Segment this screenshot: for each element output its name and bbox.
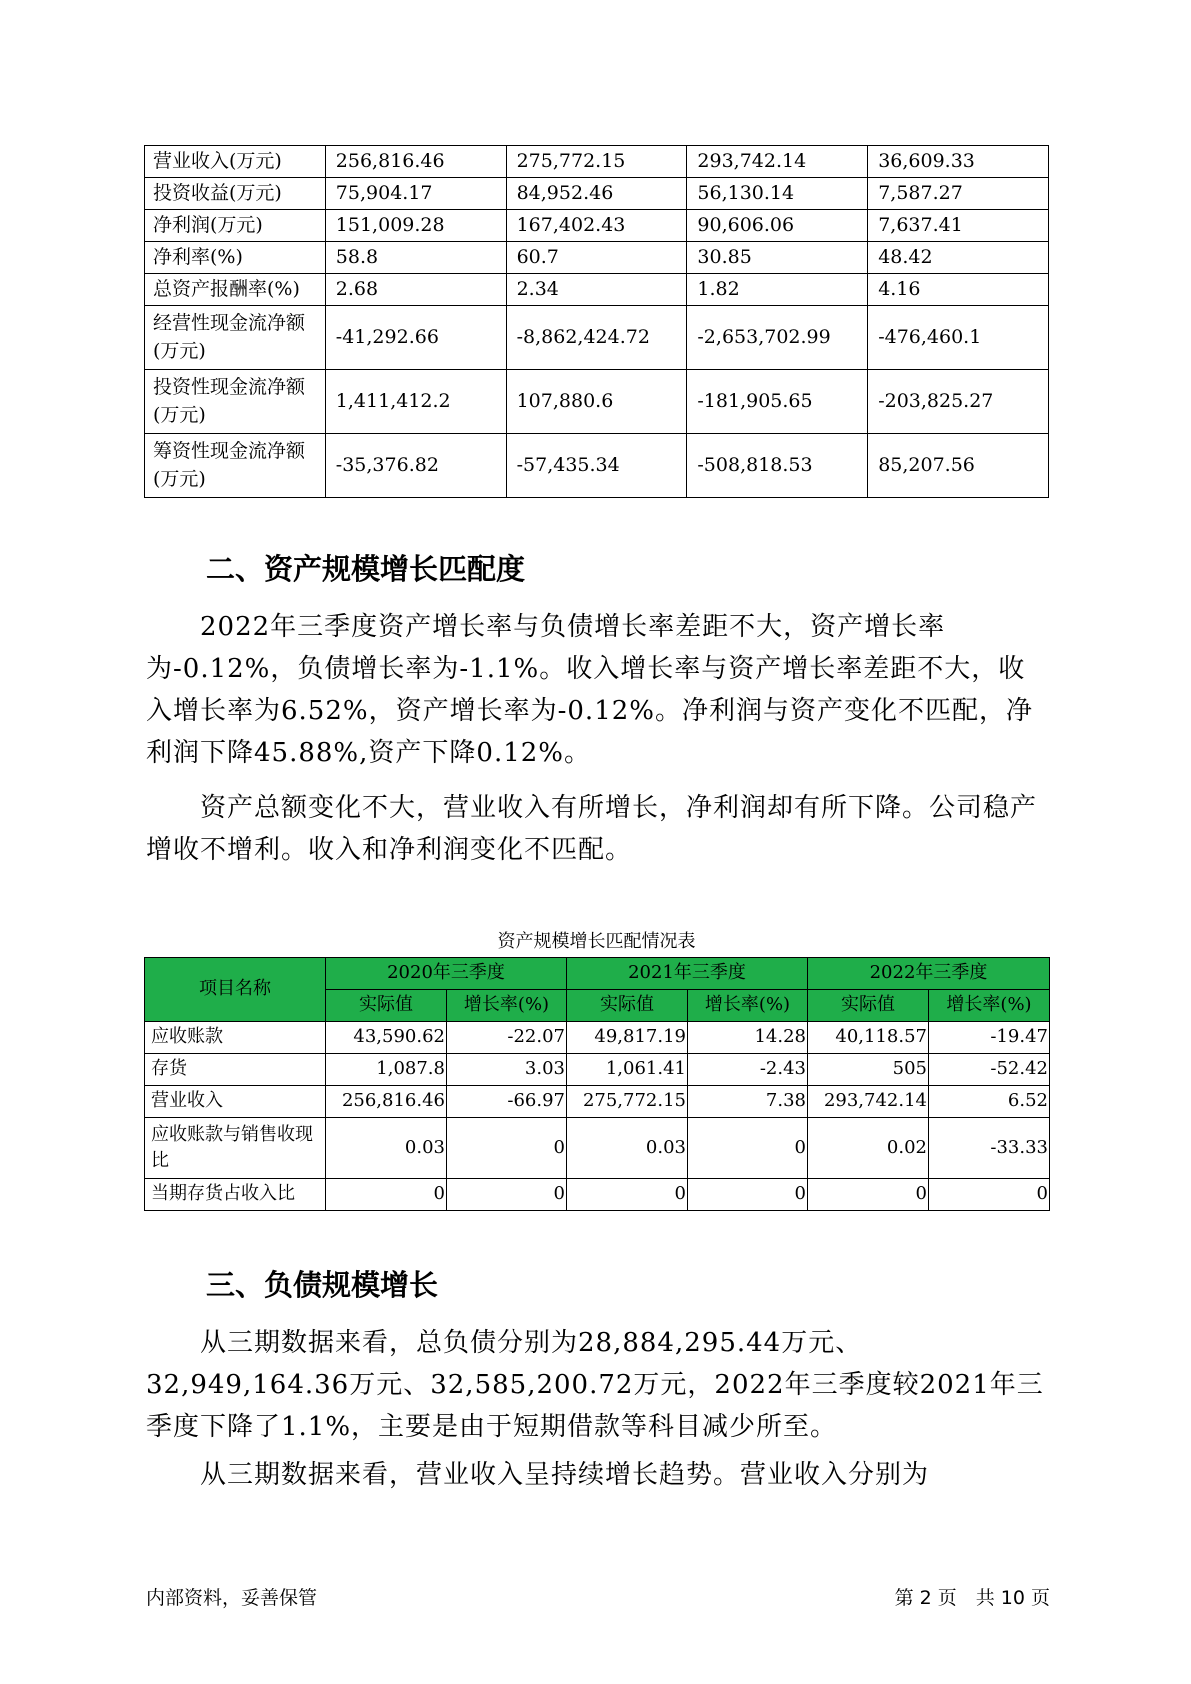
cell: 0.03	[567, 1118, 688, 1179]
table-row	[145, 210, 1049, 242]
cell: 0	[447, 1179, 567, 1211]
cell: 14.28	[688, 1022, 808, 1054]
subheader-growth: 增长率(%)	[929, 990, 1050, 1022]
table-row	[145, 146, 1049, 178]
subheader-growth: 增长率(%)	[447, 990, 567, 1022]
cell: 1,061.41	[567, 1054, 688, 1086]
row-label: 投资性现金流净额(万元)	[145, 370, 326, 434]
cell: -508,818.53	[687, 434, 868, 498]
footer-page-number: 第 2 页 共 10 页	[894, 1587, 1050, 1609]
footer-confidential: 内部资料，妥善保管	[146, 1587, 318, 1609]
cell: 275,772.15	[567, 1086, 688, 1118]
cell: 167,402.43	[506, 210, 687, 242]
row-label: 应收账款	[145, 1022, 326, 1054]
row-label: 筹资性现金流净额(万元)	[145, 434, 326, 498]
cell: 36,609.33	[868, 146, 1049, 178]
cell: 84,952.46	[506, 178, 687, 210]
subheader-actual: 实际值	[567, 990, 688, 1022]
cell: 6.52	[929, 1086, 1050, 1118]
cell: 0	[808, 1179, 929, 1211]
column-header-period: 2021年三季度	[567, 958, 808, 990]
cell: 0	[688, 1179, 808, 1211]
cell: -8,862,424.72	[506, 306, 687, 370]
cell: -66.97	[447, 1086, 567, 1118]
cell: -41,292.66	[325, 306, 506, 370]
cell: 75,904.17	[325, 178, 506, 210]
table-row	[145, 1179, 1050, 1211]
cell: 85,207.56	[868, 434, 1049, 498]
cell: 56,130.14	[687, 178, 868, 210]
cell: -476,460.1	[868, 306, 1049, 370]
cell: -203,825.27	[868, 370, 1049, 434]
row-label: 经营性现金流净额(万元)	[145, 306, 326, 370]
cell: 7.38	[688, 1086, 808, 1118]
cell: -2,653,702.99	[687, 306, 868, 370]
table-row	[145, 1118, 1050, 1179]
table-row	[145, 242, 1049, 274]
table-row	[145, 274, 1049, 306]
paragraph: 从三期数据来看，总负债分别为28,884,295.44万元、32,949,164.36万元、32,585,200.72万元，2022年三季度较2021年三季度下降了1.1%，主要是由于短期借款等科目减少所至。	[146, 1328, 1044, 1442]
cell: 7,587.27	[868, 178, 1049, 210]
cell: -181,905.65	[687, 370, 868, 434]
cell: 293,742.14	[808, 1086, 929, 1118]
cell: 90,606.06	[687, 210, 868, 242]
cell: -19.47	[929, 1022, 1050, 1054]
row-label: 营业收入	[145, 1086, 326, 1118]
row-label: 应收账款与销售收现比	[145, 1118, 326, 1179]
cell: 505	[808, 1054, 929, 1086]
cell: 0	[929, 1179, 1050, 1211]
cell: 0.02	[808, 1118, 929, 1179]
column-header-period: 2022年三季度	[808, 958, 1050, 990]
cell: 293,742.14	[687, 146, 868, 178]
cell: 256,816.46	[326, 1086, 447, 1118]
cell: 40,118.57	[808, 1022, 929, 1054]
paragraph: 2022年三季度资产增长率与负债增长率差距不大，资产增长率为-0.12%，负债增长率为-1.1%。收入增长率与资产增长率差距不大，收入增长率为6.52%，资产增长率为-0.12%。净利润与资产变化不匹配，净利润下降45.88%,资产下降0.12%。	[146, 612, 1033, 768]
row-label: 净利率(%)	[145, 242, 326, 274]
row-label: 存货	[145, 1054, 326, 1086]
cell: 30.85	[687, 242, 868, 274]
cell: 1,087.8	[326, 1054, 447, 1086]
table-row	[145, 1022, 1050, 1054]
column-header-period: 2020年三季度	[326, 958, 567, 990]
subheader-growth: 增长率(%)	[688, 990, 808, 1022]
row-label: 总资产报酬率(%)	[145, 274, 326, 306]
cell: -2.43	[688, 1054, 808, 1086]
cell: 107,880.6	[506, 370, 687, 434]
cell: 49,817.19	[567, 1022, 688, 1054]
row-label: 当期存货占收入比	[145, 1179, 326, 1211]
table-row	[145, 434, 1049, 498]
cell: -52.42	[929, 1054, 1050, 1086]
cell: 3.03	[447, 1054, 567, 1086]
subheader-actual: 实际值	[326, 990, 447, 1022]
cell: 0.03	[326, 1118, 447, 1179]
cell: 1,411,412.2	[325, 370, 506, 434]
asset-growth-match-table	[144, 957, 1050, 1211]
cell: -33.33	[929, 1118, 1050, 1179]
cell: 0	[326, 1179, 447, 1211]
paragraph: 资产总额变化不大，营业收入有所增长，净利润却有所下降。公司稳产增收不增利。收入和净利润变化不匹配。	[146, 793, 1038, 865]
table-row	[145, 1054, 1050, 1086]
paragraph: 从三期数据来看，营业收入呈持续增长趋势。营业收入分别为	[200, 1460, 930, 1490]
row-label: 净利润(万元)	[145, 210, 326, 242]
cell: -22.07	[447, 1022, 567, 1054]
financial-summary-table	[144, 145, 1049, 498]
cell: 0	[567, 1179, 688, 1211]
cell: 1.82	[687, 274, 868, 306]
cell: 58.8	[325, 242, 506, 274]
section-heading-liability-growth: 三、负债规模增长	[206, 1268, 439, 1302]
column-header-item-name: 项目名称	[145, 958, 326, 1022]
cell: 4.16	[868, 274, 1049, 306]
row-label: 营业收入(万元)	[145, 146, 326, 178]
header-row	[145, 958, 1050, 990]
subheader-actual: 实际值	[808, 990, 929, 1022]
table-caption: 资产规模增长匹配情况表	[497, 931, 696, 952]
cell: 48.42	[868, 242, 1049, 274]
cell: 2.68	[325, 274, 506, 306]
table-row	[145, 1086, 1050, 1118]
cell: 0	[447, 1118, 567, 1179]
cell: 256,816.46	[325, 146, 506, 178]
cell: -35,376.82	[325, 434, 506, 498]
cell: 2.34	[506, 274, 687, 306]
cell: -57,435.34	[506, 434, 687, 498]
section-heading-asset-growth: 二、资产规模增长匹配度	[206, 552, 526, 586]
table-row	[145, 306, 1049, 370]
cell: 43,590.62	[326, 1022, 447, 1054]
table-row	[145, 178, 1049, 210]
row-label: 投资收益(万元)	[145, 178, 326, 210]
cell: 7,637.41	[868, 210, 1049, 242]
table-row	[145, 370, 1049, 434]
cell: 0	[688, 1118, 808, 1179]
cell: 60.7	[506, 242, 687, 274]
cell: 275,772.15	[506, 146, 687, 178]
cell: 151,009.28	[325, 210, 506, 242]
